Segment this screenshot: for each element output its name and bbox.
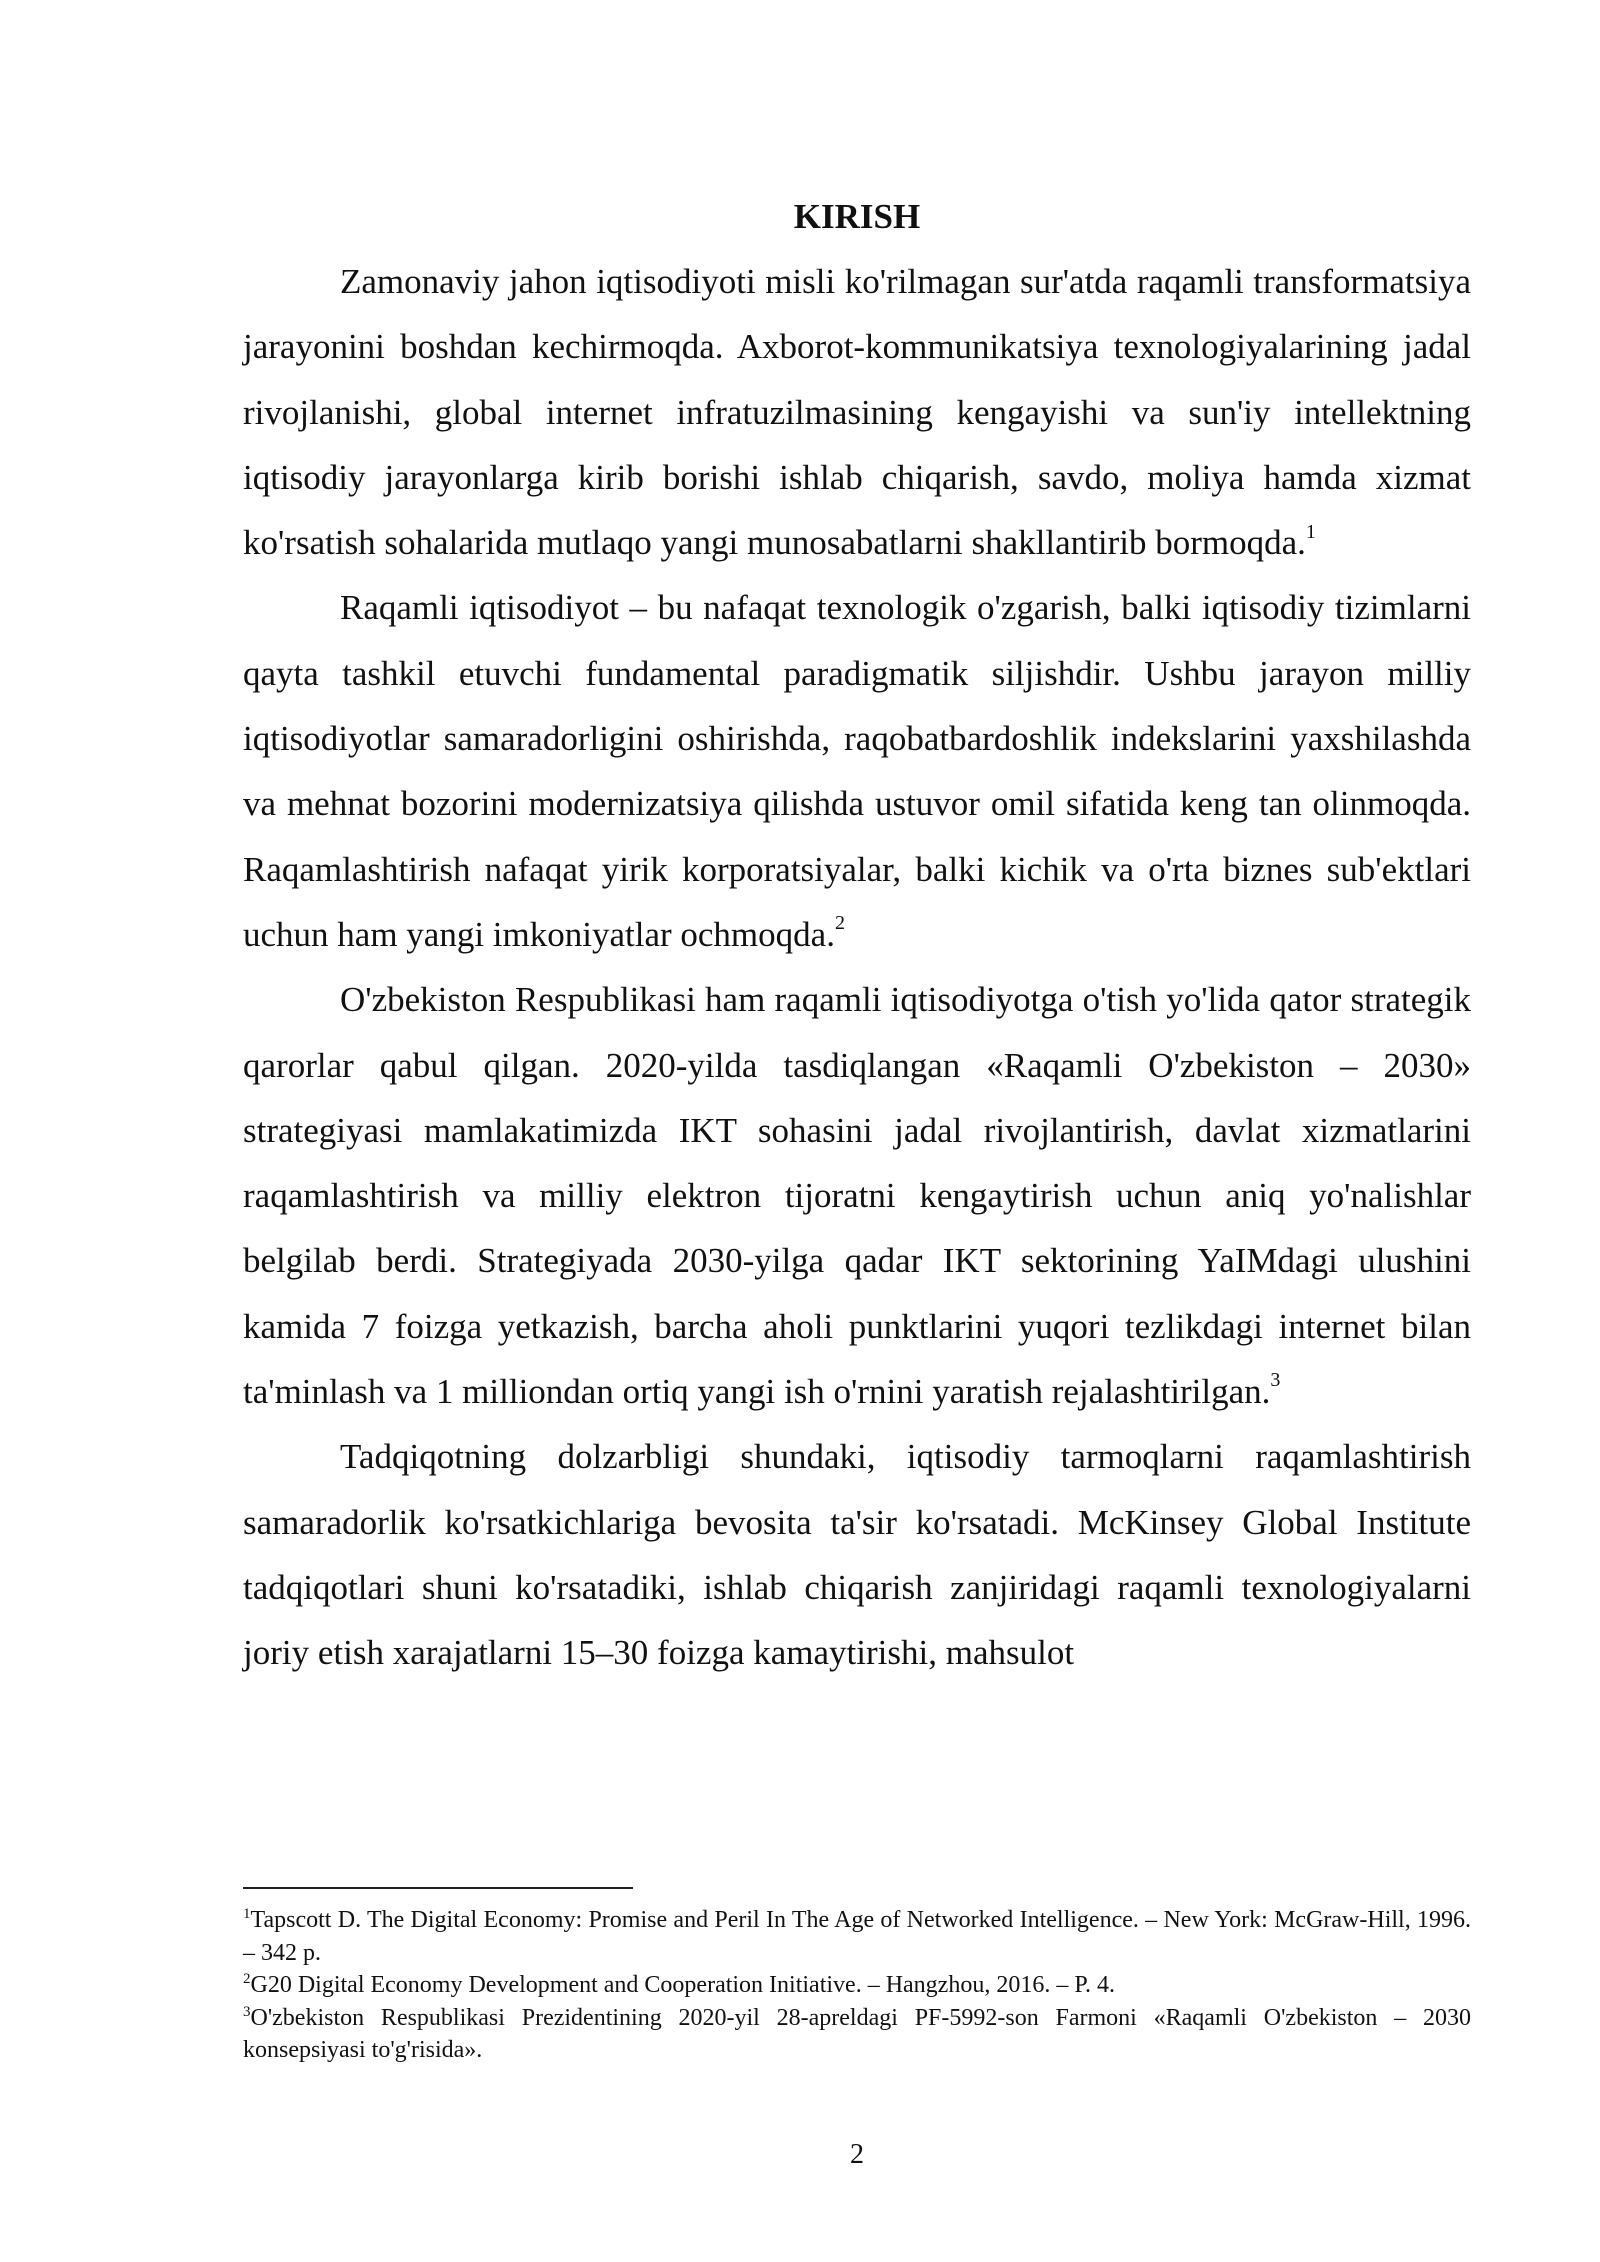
paragraph-relevance bbox=[243, 1424, 1471, 1685]
footnote-divider bbox=[243, 1887, 633, 1889]
page-number: 2 bbox=[850, 2139, 864, 2170]
footnote-reference: 3 bbox=[1270, 1369, 1281, 1392]
paragraph-text: O'zbekiston Respublikasi ham raqamli iqtisodiyotga o'tish yo'lida qator strategik qarorlar qabul qilgan. 2020-yilda tasdiqlangan «Raqamli O'zbekiston – 2030» strategiyasi mamlakatimizda IKT sohasini jadal rivojlantirish, davlat xizmatlarini raqamlashtirish va milliy elektron tijoratni kengaytirish uchun aniq yo'nalishlar belgilab berdi. Strategiyada 2030-yilga qadar IKT sektorining YaIMdagi ulushini kamida 7 foizga yetkazish, barcha aholi punktlarini yuqori tezlikdagi internet bilan ta'minlash va 1 milliondan ortiq yangi ish o'rnini yaratish rejalashtirilgan. bbox=[243, 980, 1471, 1412]
footnote-text: O'zbekiston Respublikasi Prezidentining 2020-yil 28-apreldagi PF-5992-son Farmoni «Raqamli O'zbekiston – 2030 konsepsiyasi to'g'risida». bbox=[243, 2004, 1471, 2063]
body-text bbox=[243, 249, 1471, 1686]
footnote-text: Tapscott D. The Digital Economy: Promise and Peril In The Age of Networked Intelligence. – New York: McGraw-Hill, 1996. – 342 p. bbox=[243, 1907, 1471, 1966]
footnote-reference: 1 bbox=[1305, 520, 1316, 543]
paragraph-text: Zamonaviy jahon iqtisodiyoti misli ko'rilmagan sur'atda raqamli transformatsiya jarayonini boshdan kechirmoqda. Axborot-kommunikatsiya texnologiyalarining jadal rivojlanishi, global internet infratuzilmasining kengayishi va sun'iy intellektning iqtisodiy jarayonlarga kirib borishi ishlab chiqarish, savdo, moliya hamda xizmat ko'rsatish sohalarida mutlaqo yangi munosabatlarni shakllantirib bormoqda. bbox=[243, 262, 1471, 563]
footnote-text: G20 Digital Economy Development and Cooperation Initiative. – Hangzhou, 2016. – P. 4. bbox=[250, 1972, 1116, 1998]
paragraph-digital-economy bbox=[243, 575, 1471, 967]
footnote-item bbox=[243, 1969, 1471, 2002]
paragraph-text: Raqamli iqtisodiyot – bu nafaqat texnologik o'zgarish, balki iqtisodiy tizimlarni qayta tashkil etuvchi fundamental paradigmatik siljishdir. Ushbu jarayon milliy iqtisodiyotlar samaradorligini oshirishda, raqobatbardoshlik indekslarini yaxshilashda va mehnat bozorini modernizatsiya qilishda ustuvor omil sifatida keng tan olinmoqda. Raqamlashtirish nafaqat yirik korporatsiyalar, balki kichik va o'rta biznes sub'ektlari uchun ham yangi imkoniyatlar ochmoqda. bbox=[243, 588, 1471, 954]
section-title: KIRISH bbox=[793, 197, 921, 236]
paragraph-uzbekistan-strategy bbox=[243, 967, 1471, 1424]
footnote-mark: 1 bbox=[243, 1906, 251, 1922]
footnote-reference: 2 bbox=[834, 912, 845, 935]
footnotes bbox=[243, 1904, 1471, 2067]
paragraph-text: Tadqiqotning dolzarbligi shundaki, iqtisodiy tarmoqlarni raqamlashtirish samaradorlik ko'rsatkichlariga bevosita ta'sir ko'rsatadi. McKinsey Global Institute tadqiqotlari shuni ko'rsatadiki, ishlab chiqarish zanjiridagi raqamli texnologiyalarni joriy etish xarajatlarni 15–30 foizga kamaytirishi, mahsulot bbox=[243, 1437, 1471, 1673]
footnote-mark: 2 bbox=[243, 1971, 251, 1987]
footnote-item bbox=[243, 2002, 1471, 2067]
footnote-item bbox=[243, 1904, 1471, 1969]
footnote-mark: 3 bbox=[243, 2003, 251, 2020]
paragraph-intro bbox=[243, 249, 1471, 575]
